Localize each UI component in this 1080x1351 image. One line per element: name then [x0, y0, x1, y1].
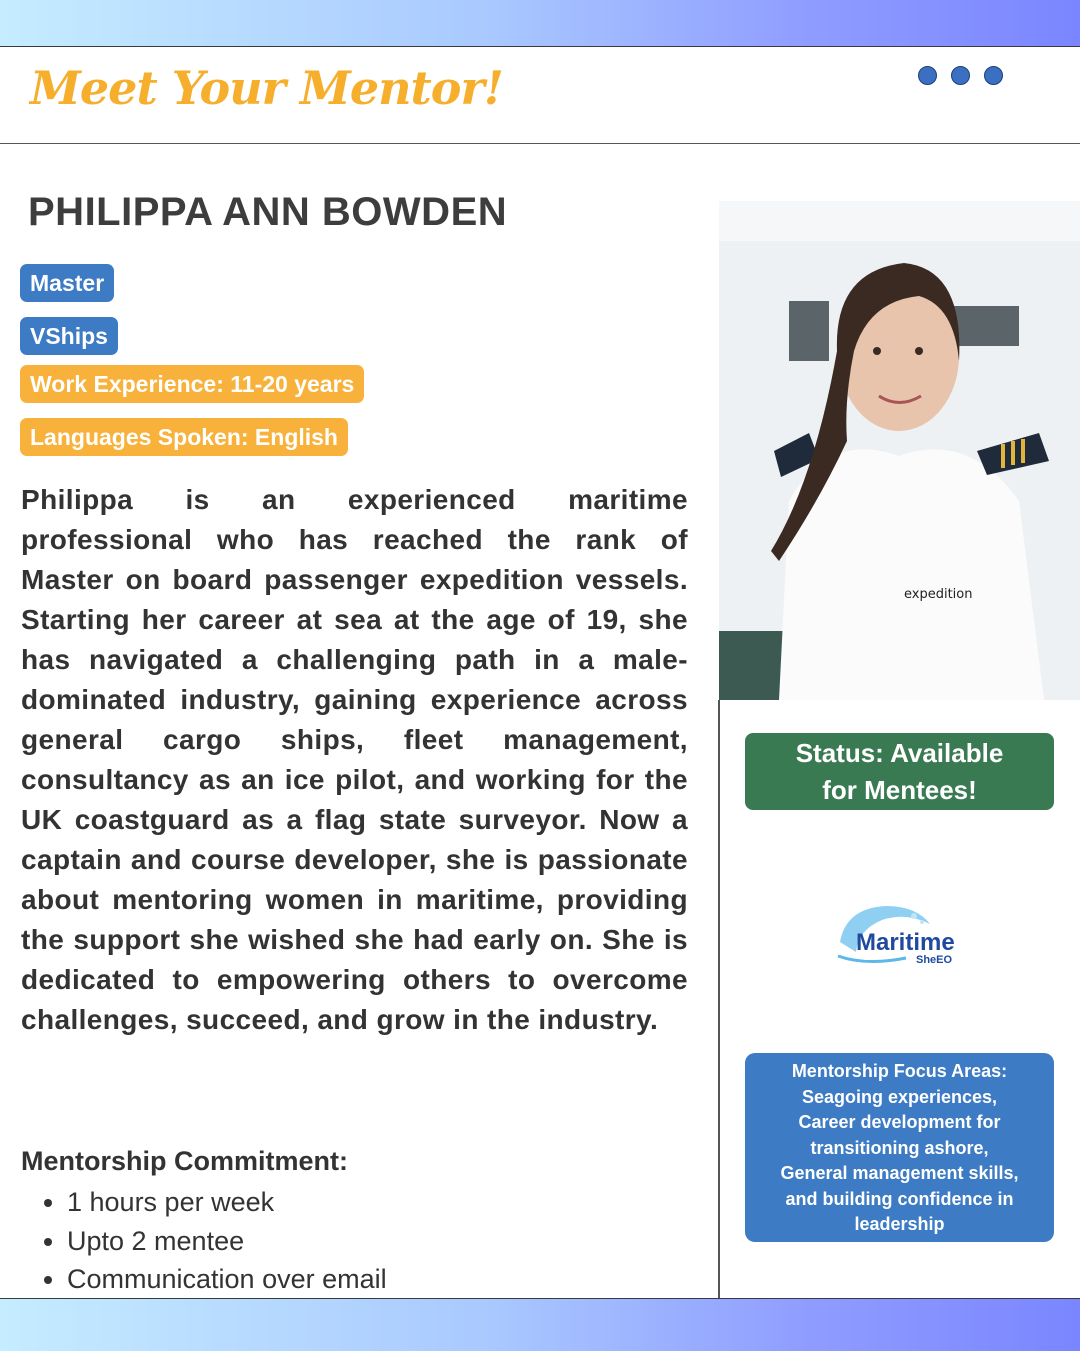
maritime-sheeo-logo [836, 902, 960, 968]
mentor-bio: Philippa is an experienced maritime professional who has reached the rank of Master on board passenger expedition vessels. Starting her career at sea at the age of 19, she has navigated a challenging path in a male-dominated industry, gaining experience across general cargo ships, fleet management, consultancy as an ice pilot, and working for the UK coastguard as a flag state surveyor. Now a captain and course developer, she is passionate about mentoring women in maritime, providing the support she wished she had early on. She is dedicated to empowering others to overcome challenges, succeed, and grow in the industry. [21, 484, 688, 1035]
tag-experience: Work Experience: 11-20 years [20, 365, 364, 403]
logo-main-text: Maritime [856, 929, 955, 956]
focus-areas-box [745, 1053, 1054, 1242]
top-gradient-band [0, 0, 1080, 47]
page-title: Meet Your Mentor! [30, 61, 503, 115]
list-item: • Communication over email [67, 1260, 387, 1299]
status-badge [745, 733, 1054, 810]
tag-rank: Master [20, 264, 114, 302]
dots-decoration [918, 66, 1003, 85]
focus-line: transitioning ashore, [810, 1137, 989, 1158]
tag-company: VShips [20, 317, 118, 355]
status-line: Status: Available [795, 737, 1004, 768]
focus-line: General management skills, [780, 1163, 1019, 1183]
mentor-portrait-illustration [719, 201, 1080, 700]
focus-line: and building confidence in [785, 1188, 1014, 1209]
focus-line: Seagoing experiences, [801, 1086, 998, 1107]
shirt-logo-text: expedition [904, 587, 973, 602]
list-item: • Upto 2 mentee [67, 1222, 387, 1261]
status-line: for Mentees! [822, 774, 977, 805]
list-item: • 1 hours per week [67, 1183, 387, 1222]
header [0, 47, 1080, 144]
commitment-title: Mentorship Commitment: [21, 1146, 348, 1176]
logo-sub-text: SheEO [916, 954, 953, 966]
dot-icon [951, 66, 970, 85]
tag-languages: Languages Spoken: English [20, 418, 348, 456]
dot-icon [984, 66, 1003, 85]
divider-line [718, 700, 720, 1298]
commitment-list [21, 1183, 387, 1299]
dot-icon [918, 66, 937, 85]
mentor-name: PHILIPPA ANN BOWDEN [28, 190, 508, 234]
mentor-photo [719, 201, 1080, 700]
focus-line: Mentorship Focus Areas: [791, 1061, 1008, 1081]
focus-line: leadership [854, 1214, 945, 1234]
focus-line: Career development for [798, 1112, 1001, 1132]
bottom-gradient-band [0, 1298, 1080, 1351]
